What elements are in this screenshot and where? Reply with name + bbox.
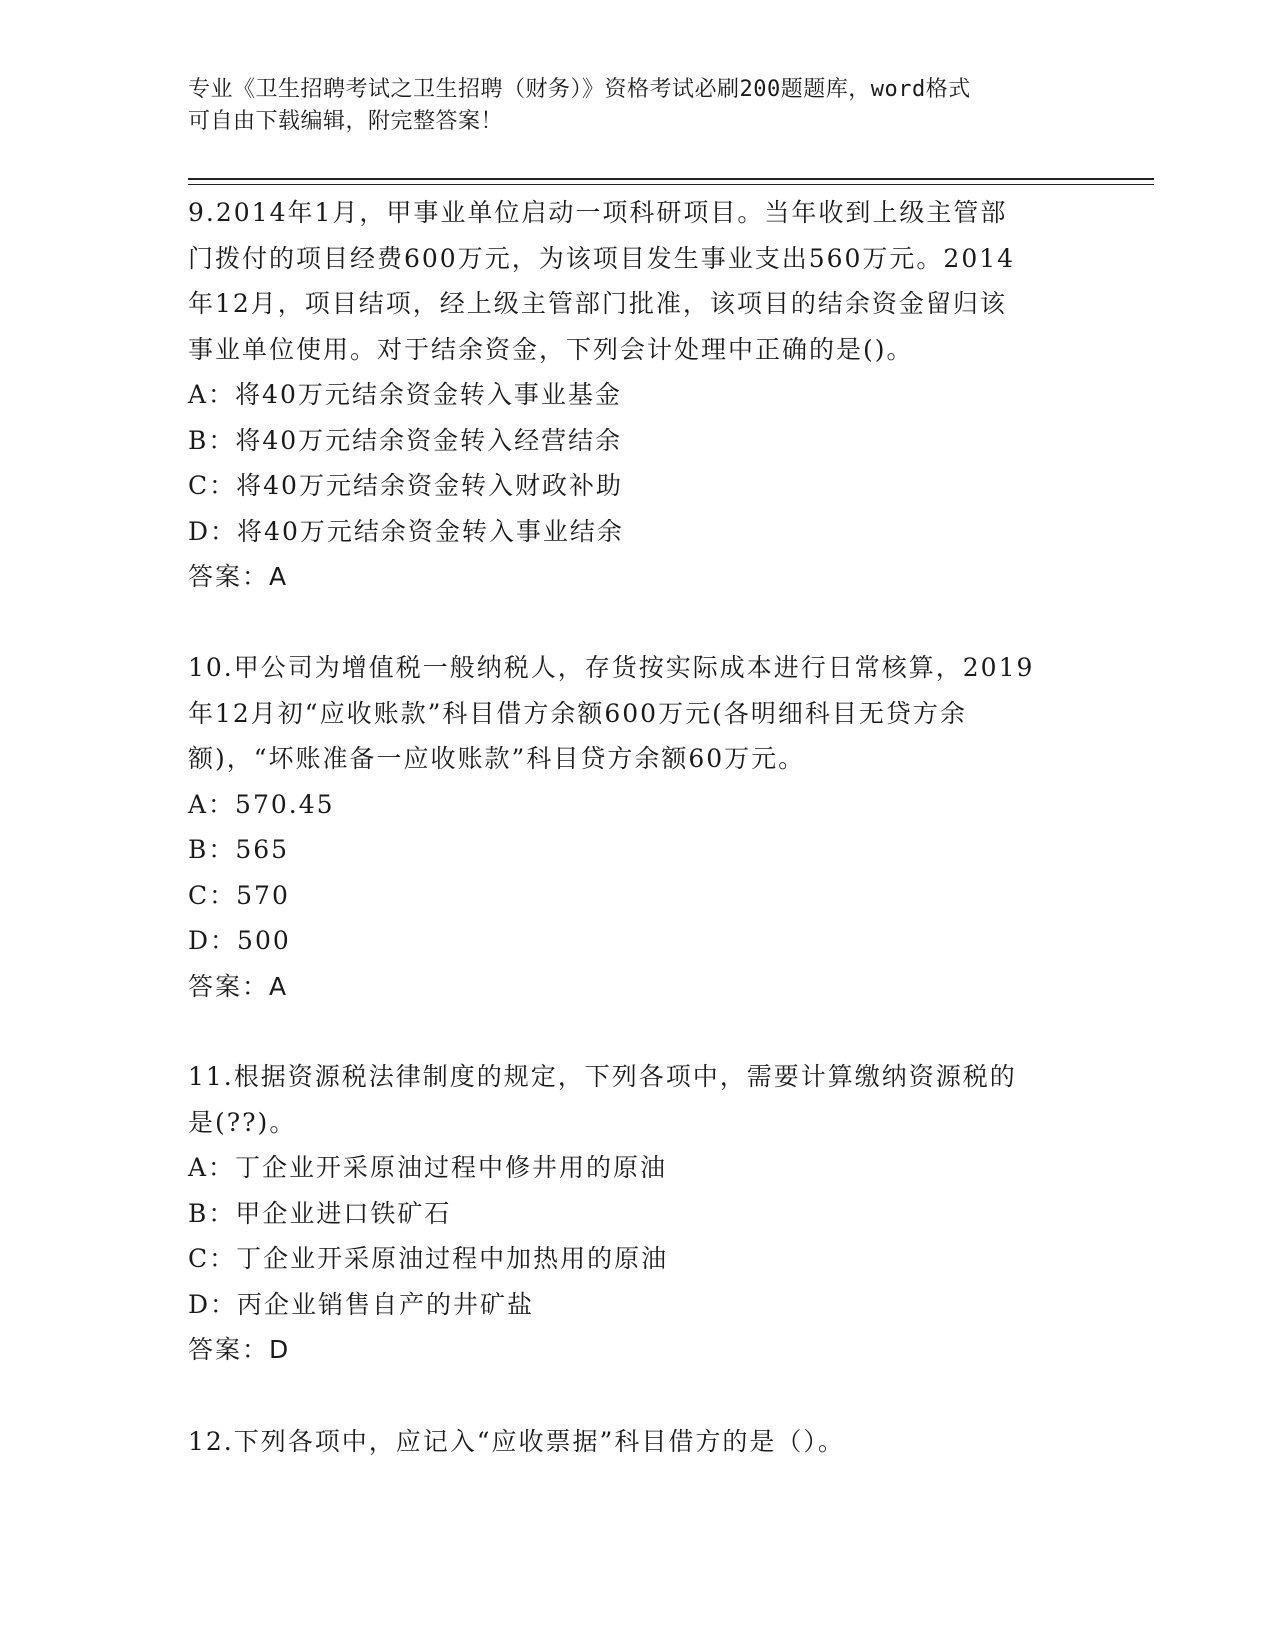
answer-line: 答案：A [188, 971, 289, 1001]
option-d: D：将40万元结余资金转入事业结余 [188, 516, 624, 546]
option-c: C：570 [188, 880, 290, 910]
header-line-2: 可自由下载编辑，附完整答案！ [188, 109, 504, 134]
option-c: C：将40万元结余资金转入财政补助 [188, 471, 623, 500]
option-a: A：570.45 [188, 789, 335, 819]
question-9 [188, 190, 1015, 600]
question-text-line: 11.根据资源税法律制度的规定，下列各项中，需要计算缴纳资源税的 [188, 1062, 1017, 1091]
option-b: B：将40万元结余资金转入经营结余 [188, 425, 623, 455]
question-12 [188, 1419, 845, 1465]
question-text-line: 是(??)。 [188, 1107, 297, 1137]
header-divider-bottom [188, 184, 1154, 185]
question-11 [188, 1054, 1017, 1373]
header-line-1: 专业《卫生招聘考试之卫生招聘（财务）》资格考试必刷200题题库，word格式 [188, 77, 971, 102]
question-text-line: 门拨付的项目经费600万元，为该项目发生事业支出560万元。2014 [188, 243, 1016, 273]
question-text-line: 12.下列各项中，应记入“应收票据”科目借方的是（）。 [188, 1427, 845, 1456]
header-divider-top [188, 178, 1154, 180]
question-text-line: 10.甲公司为增值税一般纳税人，存货按实际成本进行日常核算，2019 [188, 653, 1035, 682]
question-text-line: 事业单位使用。对于结余资金，下列会计处理中正确的是()。 [188, 334, 914, 364]
question-text-line: 年12月，项目结项，经上级主管部门批准，该项目的结余资金留归该 [188, 289, 1007, 318]
question-text-line: 9.2014年1月，甲事业单位启动一项科研项目。当年收到上级主管部 [188, 198, 1008, 227]
option-b: B：甲企业进口铁矿石 [188, 1198, 452, 1228]
answer-line: 答案：A [188, 562, 289, 591]
option-a: A：将40万元结余资金转入事业基金 [188, 380, 622, 409]
question-text-line: 额)，“坏账准备一应收账款”科目贷方余额60万元。 [188, 744, 806, 773]
document-header [188, 74, 1068, 138]
option-d: D：500 [188, 926, 291, 955]
option-c: C：丁企业开采原油过程中加热用的原油 [188, 1244, 669, 1273]
question-text-line: 年12月初“应收账款”科目借方余额600万元(各明细科目无贷方余 [188, 698, 967, 728]
option-d: D：丙企业销售自产的井矿盐 [188, 1289, 535, 1319]
option-a: A：丁企业开采原油过程中修井用的原油 [188, 1153, 668, 1182]
option-b: B：565 [188, 835, 290, 864]
question-10 [188, 645, 1034, 1009]
answer-line: 答案：D [188, 1335, 291, 1364]
